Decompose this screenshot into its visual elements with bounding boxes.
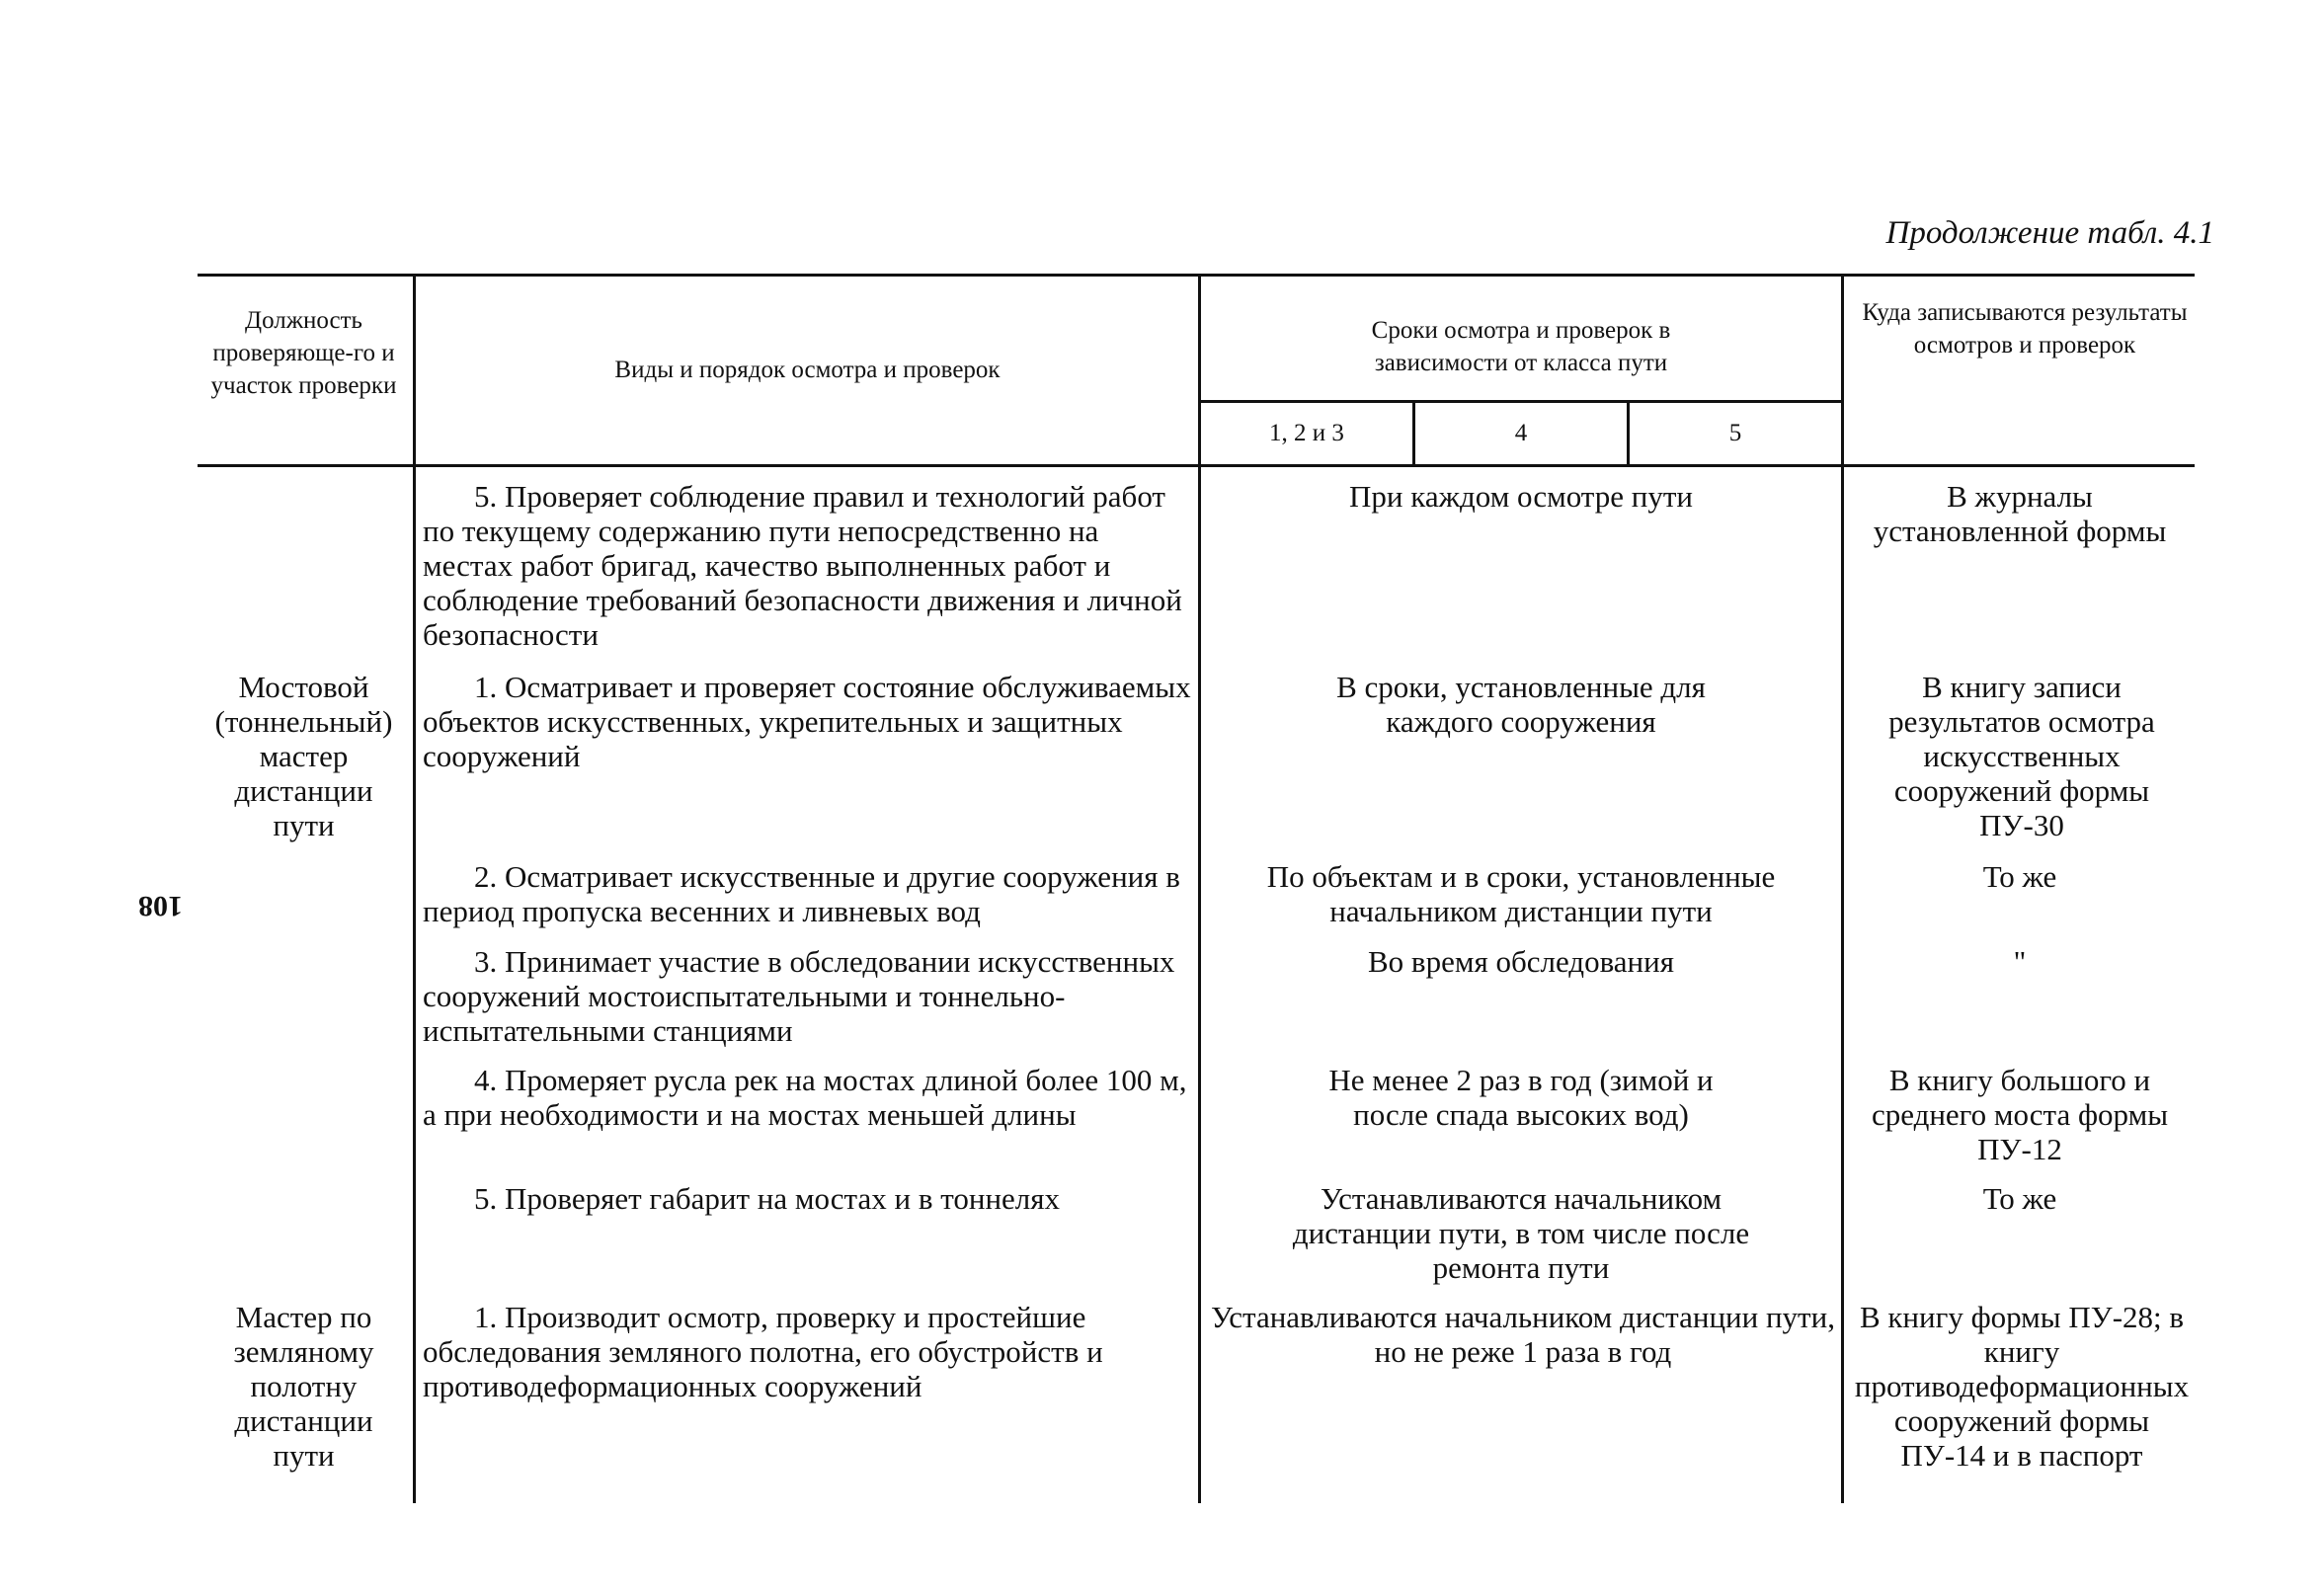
task-cell: 1. Производит осмотр, проверку и простейшие обследования земляного полотна, его обустройств и противодеформационных сооружений xyxy=(423,1300,1103,1403)
header-class-5: 5 xyxy=(1728,420,1742,446)
task-cell: 5. Проверяет соблюдение правил и технологий работ по текущему содержанию пути непосредственно на местах работ бригад, качество выполненных работ и соблюдение требований безопасности движения и личной безопасности xyxy=(423,479,1182,652)
term-cell: По объектам и в сроки, установленные начальником дистанции пути xyxy=(1266,859,1776,928)
term-cell: Во время обследования xyxy=(1368,944,1674,979)
task-cell: 3. Принимает участие в обследовании искусственных сооружений мостоиспытательными и тоннельно-испытательными станциями xyxy=(423,944,1175,1048)
term-cell: При каждом осмотре пути xyxy=(1349,479,1693,514)
record-cell: То же xyxy=(1982,859,2057,894)
record-cell: В книгу формы ПУ-28; в книгу противодеформационных сооружений формы ПУ-14 и в паспорт xyxy=(1854,1300,2190,1473)
task-cell: 1. Осматривает и проверяет состояние обслуживаемых объектов искусственных, укрепительных и защитных сооружений xyxy=(423,670,1191,773)
term-cell: Устанавливаются начальником дистанции пути, но не реже 1 раза в год xyxy=(1211,1300,1835,1369)
term-cell: В сроки, установленные для каждого сооружения xyxy=(1336,670,1706,739)
table-top-border xyxy=(198,274,2195,277)
header-class-1-2-3: 1, 2 и 3 xyxy=(1269,420,1344,446)
record-cell: То же xyxy=(1982,1181,2057,1216)
column-divider-3 xyxy=(1841,274,1844,1503)
record-cell: В журналы установленной формы xyxy=(1873,479,2167,548)
column-divider-1 xyxy=(413,274,416,1503)
task-cell: 4. Промеряет русла рек на мостах длиной более 100 м, а при необходимости и на мостах меньшей длины xyxy=(423,1063,1187,1132)
header-inspection-terms: Сроки осмотра и проверок в зависимости от класса пути xyxy=(1371,317,1671,376)
record-cell: " xyxy=(2013,944,2027,979)
header-record-place: Куда записываются результаты осмотров и проверок xyxy=(1862,299,2188,359)
table-caption: Продолжение табл. 4.1 xyxy=(1885,215,2214,251)
header-class-4: 4 xyxy=(1514,420,1528,446)
column-divider-2 xyxy=(1198,274,1201,1503)
header-task-kinds: Виды и порядок осмотра и проверок xyxy=(614,357,1001,383)
position-cell: Мастер по земляному полотну дистанции пути xyxy=(233,1300,374,1473)
term-cell: Не менее 2 раз в год (зимой и после спада высоких вод) xyxy=(1328,1063,1714,1132)
header-bottom-border xyxy=(198,464,2195,467)
term-cell: Устанавливаются начальником дистанции пути, в том числе после ремонта пути xyxy=(1292,1181,1750,1285)
record-cell: В книгу большого и среднего моста формы ПУ-12 xyxy=(1871,1063,2169,1166)
class-subheader-divider xyxy=(1198,400,1842,403)
position-cell: Мостовой (тоннельный) мастер дистанции пути xyxy=(214,670,393,842)
task-cell: 2. Осматривает искусственные и другие сооружения в период пропуска весенних и ливневых вод xyxy=(423,859,1180,928)
header-position: Должность проверяюще-го и участок проверки xyxy=(210,307,397,399)
page-number: 108 xyxy=(138,890,183,922)
task-cell: 5. Проверяет габарит на мостах и в тоннелях xyxy=(474,1181,1061,1216)
record-cell: В книгу записи результатов осмотра искусственных сооружений формы ПУ-30 xyxy=(1888,670,2155,842)
